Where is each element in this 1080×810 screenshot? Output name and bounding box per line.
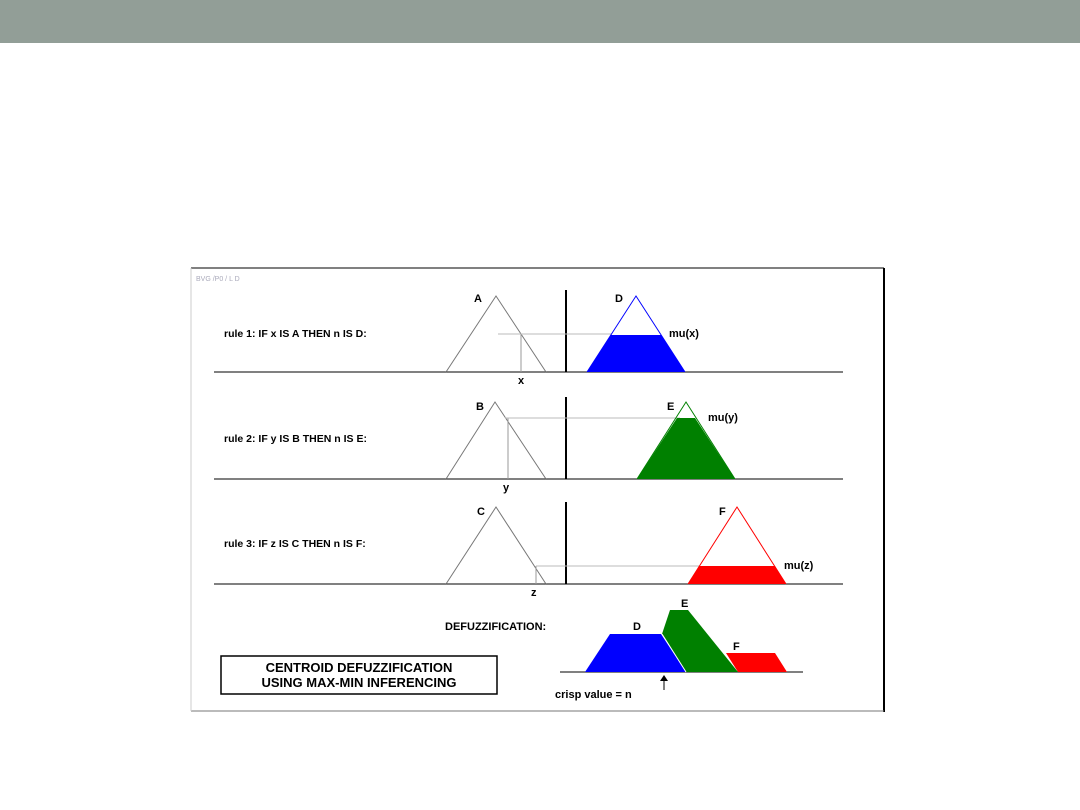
crisp-arrow-head (660, 675, 668, 681)
defuzz-f-label: F (733, 641, 740, 653)
rule-3-text: rule 3: IF z IS C THEN n IS F: (224, 538, 366, 550)
defuzzification-label: DEFUZZIFICATION: (445, 621, 547, 633)
y-label: y (503, 482, 510, 494)
x-label: x (518, 375, 525, 387)
set-b-label: B (476, 401, 484, 413)
set-a-label: A (474, 293, 482, 305)
set-e-label: E (667, 401, 675, 413)
caption-line-1: CENTROID DEFUZZIFICATION (265, 660, 453, 675)
caption-box (221, 656, 497, 694)
rule-row-2 (214, 397, 843, 494)
mu-z-label: mu(z) (784, 560, 814, 572)
rule-1-text: rule 1: IF x IS A THEN n IS D: (224, 328, 367, 340)
set-d-clipped-fill (587, 335, 685, 372)
set-e-clipped-fill (637, 418, 735, 479)
set-d-label: D (615, 293, 623, 305)
set-b-triangle (446, 402, 546, 479)
set-c-triangle (446, 507, 546, 584)
set-c-label: C (477, 506, 485, 518)
defuzzification-section (445, 598, 803, 701)
caption-line-2: USING MAX-MIN INFERENCING (261, 675, 457, 690)
rule-2-text: rule 2: IF y IS B THEN n IS E: (224, 433, 367, 445)
mu-x-label: mu(x) (669, 328, 699, 340)
set-f-clipped-fill (688, 566, 786, 584)
defuzz-e-label: E (681, 598, 689, 610)
mu-y-label: mu(y) (708, 412, 738, 424)
rule-row-3 (214, 502, 843, 599)
crisp-value-label: crisp value = n (555, 689, 632, 701)
defuzz-d-label: D (633, 621, 641, 633)
corner-label: BVG /P0 / L D (196, 276, 240, 283)
rule-row-1 (214, 290, 843, 387)
z-label: z (531, 587, 537, 599)
set-f-label: F (719, 506, 726, 518)
